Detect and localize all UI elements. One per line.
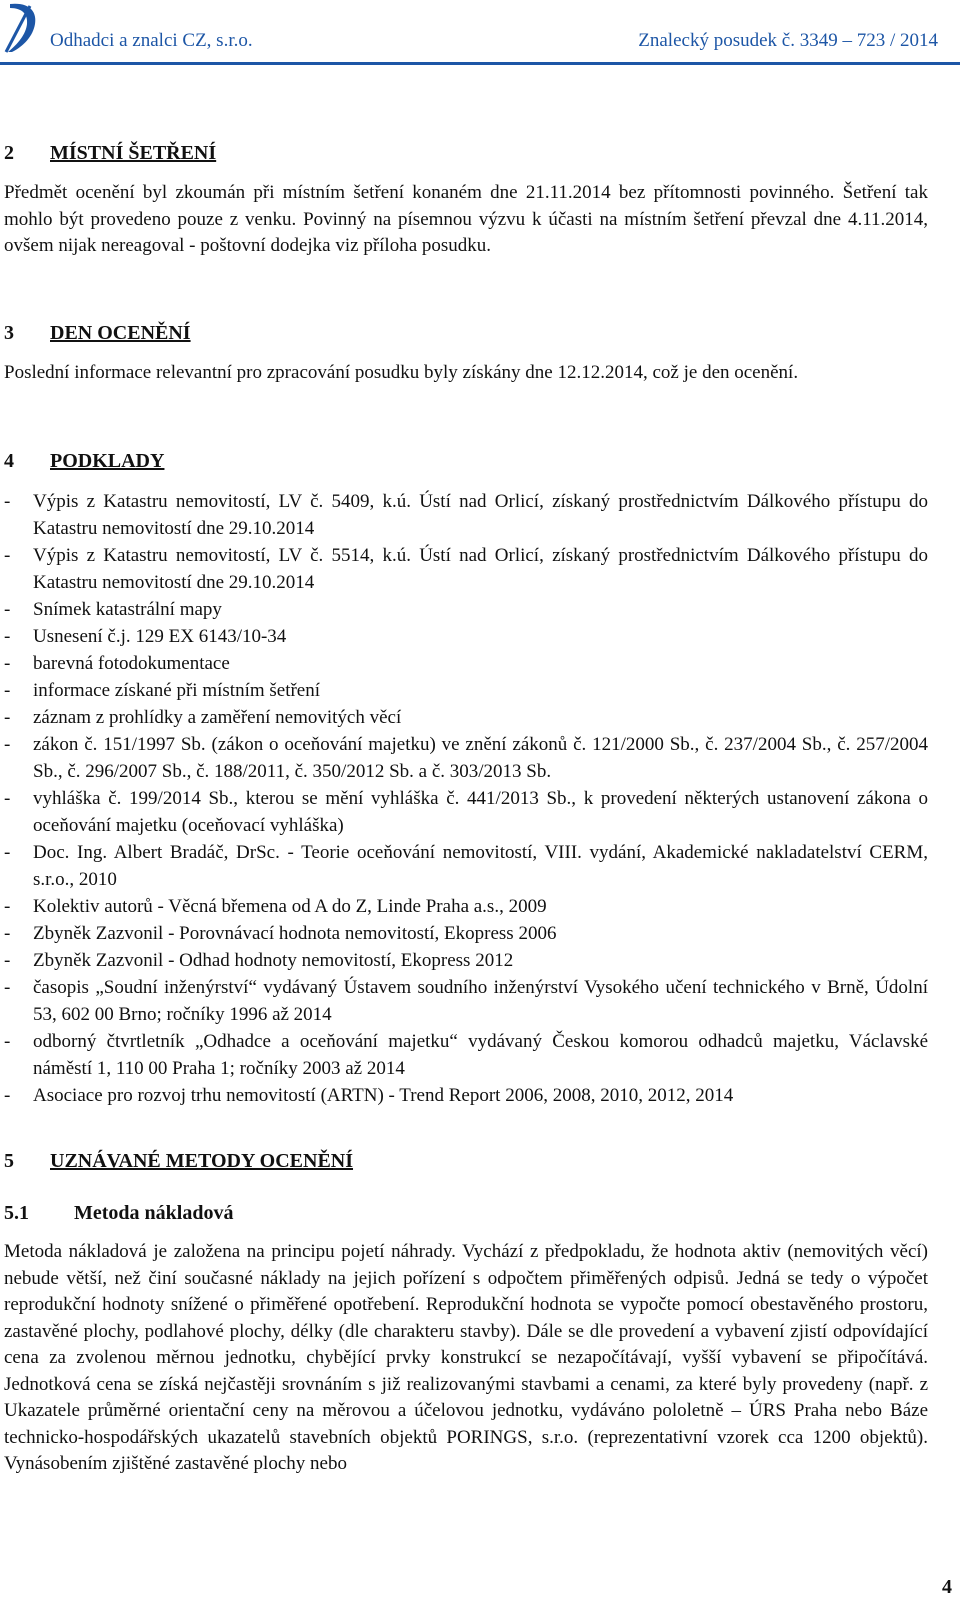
subsection-number: 5.1 — [4, 1202, 29, 1224]
list-item-text: Asociace pro rozvoj trhu nemovitostí (ARTN) - Trend Report 2006, 2008, 2010, 2012, 2014 — [33, 1085, 734, 1106]
list-item-text: Snímek katastrální mapy — [33, 599, 222, 620]
section-title: PODKLADY — [50, 450, 165, 472]
list-bullet: - — [4, 545, 11, 566]
list-item-text: Zbyněk Zazvonil - Odhad hodnoty nemovitostí, Ekopress 2012 — [33, 950, 514, 971]
list-item-text: Zbyněk Zazvonil - Porovnávací hodnota nemovitostí, Ekopress 2006 — [33, 923, 557, 944]
list-bullet: - — [4, 1085, 11, 1106]
list-item-text: zákon č. 151/1997 Sb. (zákon o oceňování majetku) ve znění zákonů č. 121/2000 Sb., č. 237/2004 Sb., č. 257/2004 Sb., č. 296/2007 Sb., č. 188/2011, č. 350/2012 Sb. a č. 303/2013 Sb. — [33, 734, 928, 782]
list-item — [4, 704, 928, 731]
section-number: 3 — [4, 322, 14, 344]
list-item — [4, 1082, 928, 1109]
list-bullet: - — [4, 950, 11, 971]
list-item-text: časopis „Soudní inženýrství“ vydávaný Ústavem soudního inženýrství Vysokého učení technického v Brně, Údolní 53, 602 00 Brno; ročníky 1996 až 2014 — [33, 977, 928, 1025]
list-item — [4, 542, 928, 596]
list-item — [4, 974, 928, 1028]
list-item-text: Doc. Ing. Albert Bradáč, DrSc. - Teorie oceňování nemovitostí, VIII. vydání, Akademické nakladatelství CERM, s.r.o., 2010 — [33, 842, 928, 890]
list-bullet: - — [4, 896, 11, 917]
subsection-5-1-text: Metoda nákladová je založena na principu pojetí náhrady. Vychází z předpokladu, že hodnota aktiv (nemovitých věcí) nebude větší, než činí současné náklady na jejich pořízení s odpočtem přiměřených odpisů. Jedná se tedy o výpočet reprodukční hodnoty snížené o přiměřené opotřebení. Reprodukční hodnota se vypočte pomocí obestavěného prostoru, zastavěné plochy, podlahové plochy, délky (dle charakteru stavby). Dále se dle provedení a vybavení zjistí odpovídající cena za zvolenou měrnou jednotku, chybějící prvky konstrukcí se nezapočítávají, vyšší vybavení se připočítává. Jednotková cena se získá nejčastěji srovnáním s již realizovanými stavbami a cenami, za které byly provedeny (např. z Ukazatele průměrné orientační ceny na měrovou a účelovou jednotku, vydáváno pololetně – ÚRS Praha nebo Báze technicko-hospodářských ukazatelů stavebních objektů PORINGS, s.r.o. (reprezentativní vzorek cca 1200 objektů). Vynásobením zjištěné zastavěné plochy nebo — [4, 1241, 928, 1474]
list-item — [4, 623, 928, 650]
list-bullet: - — [4, 680, 11, 701]
list-item-text: záznam z prohlídky a zaměření nemovitých věcí — [33, 707, 402, 728]
list-item-text: barevná fotodokumentace — [33, 653, 230, 674]
list-bullet: - — [4, 923, 11, 944]
report-number: Znalecký posudek č. 3349 – 723 / 2014 — [638, 30, 938, 51]
list-bullet: - — [4, 707, 11, 728]
section-2-text: Předmět ocenění byl zkoumán při místním šetření konaném dne 21.11.2014 bez přítomnosti povinného. Šetření tak mohlo být provedeno pouze z venku. Povinný na písemnou výzvu k účasti na místním šetření převzal dne 4.11.2014, ovšem nijak nereagoval - poštovní dodejka viz příloha posudku. — [4, 182, 928, 256]
list-bullet: - — [4, 653, 11, 674]
list-item — [4, 677, 928, 704]
list-item-text: informace získané při místním šetření — [33, 680, 321, 701]
company-name: Odhadci a znalci CZ, s.r.o. — [50, 30, 253, 51]
list-bullet: - — [4, 977, 11, 998]
list-item — [4, 650, 928, 677]
list-item-text: Výpis z Katastru nemovitostí, LV č. 5514, k.ú. Ústí nad Orlicí, získaný prostřednictvím Dálkového přístupu do Katastru nemovitostí dne 29.10.2014 — [33, 545, 928, 593]
header-divider — [0, 62, 960, 65]
list-item-text: Kolektiv autorů - Věcná břemena od A do Z, Linde Praha a.s., 2009 — [33, 896, 547, 917]
sources-list — [4, 488, 928, 1109]
list-item — [4, 596, 928, 623]
list-item-text: odborný čtvrtletník „Odhadce a oceňování majetku“ vydávaný Českou komorou odhadců majetku, Václavské náměstí 1, 110 00 Praha 1; ročníky 2003 až 2014 — [33, 1031, 928, 1079]
list-item — [4, 488, 928, 542]
section-number: 5 — [4, 1150, 14, 1172]
list-item-text: Výpis z Katastru nemovitostí, LV č. 5409, k.ú. Ústí nad Orlicí, získaný prostřednictvím Dálkového přístupu do Katastru nemovitostí dne 29.10.2014 — [33, 491, 928, 539]
list-item — [4, 731, 928, 785]
page-number: 4 — [942, 1576, 952, 1598]
subsection-5-1-heading — [4, 1202, 233, 1225]
section-number: 2 — [4, 142, 14, 164]
section-title: MÍSTNÍ ŠETŘENÍ — [50, 142, 217, 164]
list-item-text: vyhláška č. 199/2014 Sb., kterou se mění vyhláška č. 441/2013 Sb., k provedení některých ustanovení zákona o oceňování majetku (oceňovací vyhláška) — [33, 788, 928, 836]
page-header — [0, 0, 960, 62]
company-logo-icon — [4, 2, 38, 54]
list-bullet: - — [4, 734, 11, 755]
list-item — [4, 893, 928, 920]
section-number: 4 — [4, 450, 14, 472]
list-item-text: Usnesení č.j. 129 EX 6143/10-34 — [33, 626, 287, 647]
list-bullet: - — [4, 842, 11, 863]
section-title: DEN OCENĚNÍ — [50, 322, 191, 344]
list-bullet: - — [4, 626, 11, 647]
section-2-heading — [4, 142, 216, 165]
section-title: UZNÁVANÉ METODY OCENĚNÍ — [50, 1150, 354, 1172]
list-bullet: - — [4, 788, 11, 809]
list-bullet: - — [4, 491, 11, 512]
section-3-heading — [4, 322, 191, 345]
section-5-heading — [4, 1150, 353, 1173]
list-item — [4, 920, 928, 947]
list-bullet: - — [4, 1031, 11, 1052]
list-item — [4, 785, 928, 839]
section-3-text: Poslední informace relevantní pro zpracování posudku byly získány dne 12.12.2014, což je den ocenění. — [4, 362, 799, 383]
list-item — [4, 839, 928, 893]
list-bullet: - — [4, 599, 11, 620]
subsection-title: Metoda nákladová — [74, 1202, 234, 1224]
list-item — [4, 1028, 928, 1082]
list-item — [4, 947, 928, 974]
section-4-heading — [4, 450, 164, 473]
